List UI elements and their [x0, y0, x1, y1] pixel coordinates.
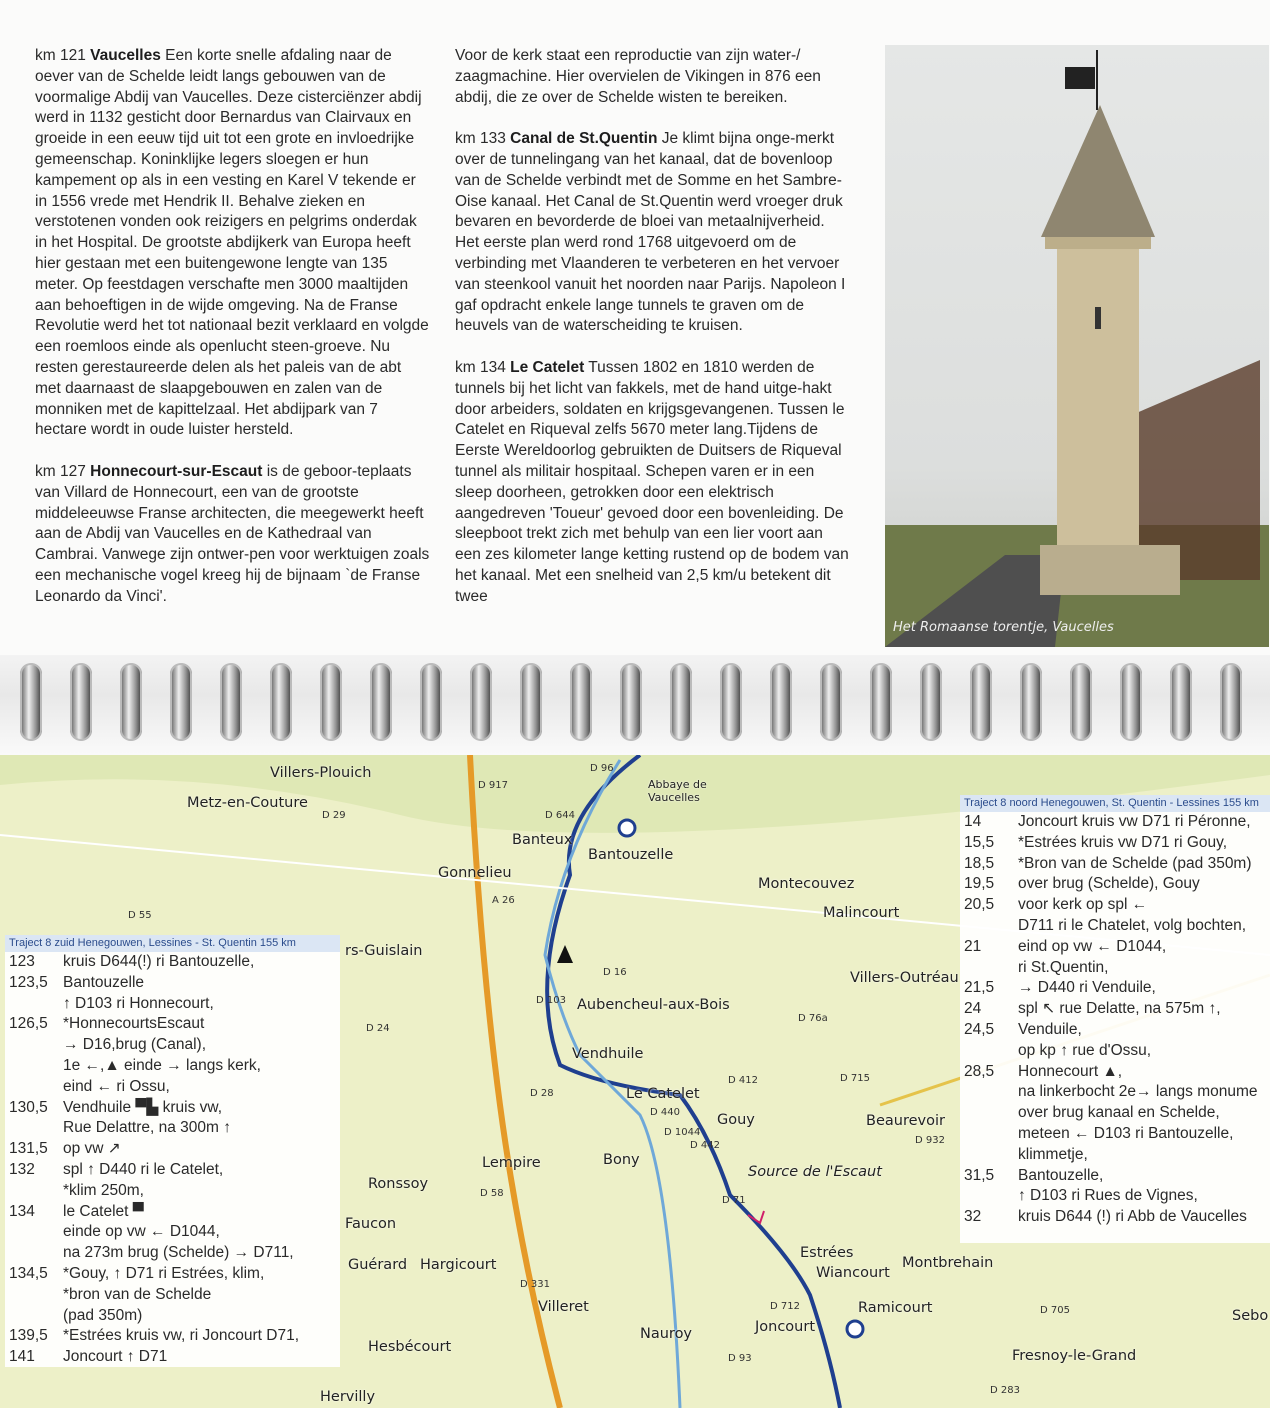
step-km: 132	[9, 1160, 35, 1178]
route-step	[960, 1103, 1270, 1124]
route-step	[960, 1186, 1270, 1207]
step-km: 19,5	[964, 875, 995, 893]
place-label: Banteux	[512, 832, 573, 848]
road-label: D 331	[520, 1279, 550, 1290]
step-km: 134	[9, 1202, 35, 1220]
route-step	[5, 1098, 340, 1119]
place-label: rs-Guislain	[345, 943, 423, 959]
route-step	[960, 999, 1270, 1020]
route-end-marker	[847, 1321, 863, 1337]
step-km	[960, 1145, 1018, 1166]
route-start-marker	[619, 820, 635, 836]
road-label: D 103	[536, 995, 566, 1006]
step-instruction: Rue Delattre, na 300m ↑	[63, 1119, 232, 1137]
route-step	[5, 1202, 340, 1223]
step-instruction: Honnecourt ▲,	[1018, 1062, 1123, 1080]
route-step	[5, 1347, 340, 1368]
step-instruction: eind ← ri Ossu,	[63, 1077, 170, 1095]
route-box-south	[5, 935, 340, 1367]
place-label: Beaurevoir	[866, 1113, 945, 1129]
route-step	[5, 952, 340, 973]
step-km: 123	[9, 953, 35, 970]
tower-illustration	[885, 45, 1269, 647]
road-label: D 96	[590, 763, 614, 774]
route-step	[960, 833, 1270, 854]
place-label: Hervilly	[320, 1389, 376, 1405]
step-km: 14	[964, 813, 982, 830]
place-label: Montbrehain	[902, 1255, 994, 1271]
route-step	[5, 1160, 340, 1181]
place-label: Gonnelieu	[438, 865, 512, 881]
step-instruction: op vw ↗	[63, 1140, 121, 1158]
route-step	[5, 1118, 340, 1139]
route-step	[5, 1056, 340, 1077]
step-instruction: Bantouzelle,	[1018, 1166, 1104, 1184]
step-instruction: *klim 250m,	[63, 1181, 144, 1199]
step-km	[960, 1103, 1018, 1124]
road-label: D 58	[480, 1188, 504, 1199]
road-label: D 715	[840, 1073, 870, 1084]
place-label: Vendhuile	[572, 1046, 644, 1062]
binding-ring	[920, 663, 942, 741]
road-label: D 917	[478, 780, 508, 791]
photo-caption: Het Romaanse torentje, Vaucelles	[893, 620, 1114, 635]
binding-ring	[470, 663, 492, 741]
road-label: D 442	[690, 1140, 720, 1151]
step-instruction: ri St.Quentin,	[1018, 958, 1109, 976]
step-km: 131,5	[9, 1140, 48, 1158]
place-label: Wiancourt	[816, 1265, 890, 1281]
binding-ring	[820, 663, 842, 741]
book-page	[0, 0, 1270, 660]
route-step	[5, 1326, 340, 1347]
step-instruction: over brug kanaal en Schelde,	[1018, 1104, 1220, 1122]
place-label: Gouy	[717, 1112, 755, 1128]
step-instruction: spl ↑ D440 ri le Catelet,	[63, 1160, 224, 1178]
place-label: Fresnoy-le-Grand	[1012, 1348, 1137, 1364]
step-km	[960, 958, 1018, 979]
step-instruction: Venduile,	[1018, 1020, 1082, 1038]
step-km: 139,5	[9, 1327, 48, 1345]
place-label: Nauroy	[640, 1326, 693, 1342]
step-km	[960, 1041, 1018, 1062]
binding-ring	[120, 663, 142, 741]
route-step	[5, 1035, 340, 1056]
step-instruction: kruis D644(!) ri Bantouzelle,	[63, 953, 255, 970]
road-label: D 76a	[798, 1013, 828, 1024]
binding-ring	[1120, 663, 1142, 741]
step-km	[5, 1077, 63, 1098]
step-km: 28,5	[964, 1062, 995, 1080]
binding-ring	[220, 663, 242, 741]
place-label: Le Catelet	[626, 1086, 700, 1102]
step-instruction: Joncourt ↑ D71	[63, 1348, 168, 1366]
place-label: Guérard	[348, 1257, 408, 1273]
step-instruction: → D16,brug (Canal),	[63, 1036, 207, 1054]
place-label: Lempire	[482, 1155, 541, 1171]
route-step	[5, 1014, 340, 1035]
step-km: 21	[964, 937, 982, 955]
step-instruction: voor kerk op spl ←	[1018, 896, 1148, 914]
binding-ring	[720, 663, 742, 741]
route-step	[5, 973, 340, 994]
step-instruction: na 273m brug (Schelde) → D711,	[63, 1244, 294, 1262]
step-km	[5, 1056, 63, 1077]
route-step	[960, 1082, 1270, 1103]
route-step	[5, 1181, 340, 1202]
step-km	[960, 1186, 1018, 1207]
step-km	[5, 994, 63, 1015]
step-km: 20,5	[964, 896, 995, 914]
step-instruction: Joncourt kruis vw D71 ri Péronne,	[1018, 813, 1251, 830]
binding-ring	[20, 663, 42, 741]
step-instruction: *HonnecourtsEscaut	[63, 1015, 205, 1033]
step-instruction: 1e ←,▲ einde → langs kerk,	[63, 1056, 261, 1074]
step-instruction: spl ↖ rue Delatte, na 575m ↑,	[1018, 1000, 1221, 1018]
binding-ring	[620, 663, 642, 741]
route-step	[5, 1077, 340, 1098]
step-instruction: Vendhuile ▀▙ kruis vw,	[63, 1098, 223, 1116]
step-km: 123,5	[9, 973, 48, 991]
binding-ring	[1220, 663, 1242, 741]
place-label: Estrées	[800, 1245, 854, 1261]
step-km	[960, 916, 1018, 937]
text-column-2	[455, 46, 850, 628]
binding-ring	[370, 663, 392, 741]
road-label: D 71	[722, 1195, 746, 1206]
step-km: 18,5	[964, 854, 995, 872]
binding-ring	[420, 663, 442, 741]
place-label: Montecouvez	[758, 876, 855, 892]
place-label: Villers-Plouich	[270, 765, 372, 781]
route-step	[960, 978, 1270, 999]
step-instruction: klimmetje,	[1018, 1145, 1088, 1163]
place-label: Bantouzelle	[588, 847, 674, 863]
road-label: D 29	[322, 810, 346, 821]
road-label: D 412	[728, 1075, 758, 1086]
route-step	[960, 1020, 1270, 1041]
route-step	[960, 937, 1270, 958]
place-label: Villeret	[538, 1299, 589, 1315]
binding-ring	[170, 663, 192, 741]
section-honnecourt: km 127 Honnecourt-sur-Escaut is de geboor-teplaats van Villard de Honnecourt, een van de grootste middeleeuwse Franse architecten, die meegewerkt heeft aan de Abdij van Vaucelles en de Kathedraal van Cambrai. Vanwege zijn ontwer-pen voor werktuigen zoals een mechanische vogel kreeg hij de bijnaam `de Franse Leonardo da Vinci'.	[35, 462, 430, 605]
route-step	[960, 812, 1270, 833]
step-instruction: (pad 350m)	[63, 1306, 143, 1324]
step-km	[5, 1118, 63, 1139]
place-label: Villers-Outréau	[850, 970, 959, 986]
place-label: Abbaye de Vaucelles	[648, 778, 707, 804]
step-instruction: D711 ri le Chatelet, volg bochten,	[1018, 916, 1247, 934]
road-label: D 283	[990, 1385, 1020, 1396]
section-canal: km 133 Canal de St.Quentin Je klimt bijna onge-merkt over de tunnelingang van het kanaal, dat de bovenloop van de Schelde verbindt met de Somme en het Sambre-Oise kanaal. Het Canal de St.Quentin werd vroeger druk bevaren en bevorderde de bloei van metaalnijverheid. Het eerste plan werd rond 1768 uitgevoerd om de verbinding met Vlaanderen te verbeteren en het vervoer van steenkool vanuit het noorden naar Parijs. Napoleon I gaf opdracht enkele lange tunnels te graven om de heuvels van de waterscheiding te kruisen.	[455, 130, 846, 335]
step-instruction: → D440 ri Venduile,	[1018, 979, 1156, 997]
binding-ring	[1170, 663, 1192, 741]
route-step	[960, 1124, 1270, 1145]
step-km: 31,5	[964, 1166, 995, 1184]
step-km: 134,5	[9, 1264, 48, 1282]
place-label: Joncourt	[755, 1319, 816, 1335]
road-label: D 93	[728, 1353, 752, 1364]
photo-tower	[885, 45, 1269, 647]
road-label: D 28	[530, 1088, 554, 1099]
route-box-header: Traject 8 zuid Henegouwen, Lessines - St. Quentin 155 km	[5, 935, 340, 952]
binding-ring	[570, 663, 592, 741]
step-km	[5, 1181, 63, 1202]
route-step	[5, 1306, 340, 1327]
place-label: Sebo	[1232, 1308, 1269, 1324]
step-km: 32	[964, 1208, 982, 1226]
step-instruction: *Bron van de Schelde (pad 350m)	[1018, 854, 1252, 872]
step-instruction: *Gouy, ↑ D71 ri Estrées, klim,	[63, 1264, 265, 1282]
road-label: D 712	[770, 1301, 800, 1312]
route-step	[5, 1264, 340, 1285]
step-instruction: *Estrées kruis vw, ri Joncourt D71,	[63, 1327, 300, 1345]
route-step	[960, 1166, 1270, 1187]
step-km	[960, 1082, 1018, 1103]
road-label: D 24	[366, 1023, 390, 1034]
step-km	[5, 1243, 63, 1264]
route-step	[960, 854, 1270, 875]
step-km: 21,5	[964, 979, 995, 997]
place-label: Hargicourt	[420, 1257, 497, 1273]
step-instruction: ↑ D103 ri Rues de Vignes,	[1018, 1187, 1198, 1205]
route-step	[5, 1285, 340, 1306]
binding-ring	[1020, 663, 1042, 741]
step-instruction: over brug (Schelde), Gouy	[1018, 875, 1200, 893]
step-instruction: ↑ D103 ri Honnecourt,	[63, 994, 214, 1012]
road-label: D 1044	[664, 1127, 701, 1138]
binding-ring	[970, 663, 992, 741]
step-instruction: kruis D644 (!) ri Abb de Vaucelles	[1018, 1208, 1247, 1226]
binding-ring	[70, 663, 92, 741]
road-label: A 26	[492, 895, 515, 906]
route-step	[5, 1139, 340, 1160]
route-step	[960, 1207, 1270, 1228]
step-instruction: le Catelet ▀	[63, 1202, 144, 1220]
route-step	[960, 895, 1270, 916]
binding-ring	[770, 663, 792, 741]
step-instruction: eind op vw ← D1044,	[1018, 937, 1167, 955]
step-km: 141	[9, 1348, 35, 1366]
route-box-north	[960, 795, 1270, 1243]
binding-ring	[1070, 663, 1092, 741]
step-instruction: meteen ← D103 ri Bantouzelle,	[1018, 1124, 1234, 1142]
spiral-binding	[0, 655, 1270, 755]
step-instruction: *bron van de Schelde	[63, 1285, 212, 1303]
step-km	[5, 1035, 63, 1056]
step-km	[960, 1124, 1018, 1145]
place-label: Metz-en-Couture	[187, 795, 308, 811]
section-continued: Voor de kerk staat een reproductie van zijn water-/ zaagmachine. Hier overvielen de Vikingen in 876 een abdij, die ze over de Schelde wisten te bereiken.	[455, 47, 821, 106]
step-instruction: na linkerbocht 2e→ langs monume	[1018, 1083, 1258, 1101]
route-map	[0, 755, 1270, 1408]
step-km: 24	[964, 1000, 982, 1018]
section-vaucelles: km 121 Vaucelles Een korte snelle afdaling naar de oever van de Schelde leidt langs gebouwen van de voormalige Abdij van Vaucelles. Deze cisterciënzer abdij werd in 1132 gesticht door Bernardus van Clairvaux en groeide in een eeuw tijd uit tot een grote en invloedrijke gemeenschap. Koninklijke legers sloegen er hun kampement op als in een vesting en Karel V tekende er in 1556 vrede met Hendrik II. Behalve zieken en verstotenen vonden ook reizigers en pelgrims onderdak in het Hospital. De grootste abdijkerk van Europa heeft hier gestaan met een buitengewone lengte van 135 meter. Op feestdagen verschafte men 3000 maaltijden aan behoeftigen in de wijde omgeving. Na de Franse Revolutie werd het tot nationaal bezit verklaard en volgde een roemloos einde als openlucht steen-groeve. Nu resten gerestaureerde delen als het paleis van de abt met daarnaast de slaapgebouwen en zalen van de monniken met de kapittelzaal. Het abdijpark van 7 hectare wordt in oude luister hersteld.	[35, 47, 429, 439]
step-km	[5, 1306, 63, 1327]
road-label: D 705	[1040, 1305, 1070, 1316]
text-column-1	[35, 46, 430, 628]
route-box-header: Traject 8 noord Henegouwen, St. Quentin - Lessines 155 km	[960, 795, 1270, 812]
route-step	[960, 1062, 1270, 1083]
step-instruction: einde op vw ← D1044,	[63, 1223, 220, 1241]
place-label: Bony	[603, 1152, 640, 1168]
step-instruction: op kp ↑ rue d'Ossu,	[1018, 1041, 1152, 1059]
road-label: D 932	[915, 1135, 945, 1146]
binding-ring	[870, 663, 892, 741]
place-label: Aubencheul-aux-Bois	[577, 997, 730, 1013]
binding-ring	[320, 663, 342, 741]
step-km: 24,5	[964, 1020, 995, 1038]
step-km	[5, 1222, 63, 1243]
step-instruction: Bantouzelle	[63, 973, 145, 991]
binding-ring	[520, 663, 542, 741]
step-km: 126,5	[9, 1015, 48, 1033]
road-label: D 16	[603, 967, 627, 978]
binding-ring	[670, 663, 692, 741]
section-le-catelet: km 134 Le Catelet Tussen 1802 en 1810 werden de tunnels bij het licht van fakkels, met de hand uitge-hakt door arbeiders, soldaten en krijgsgevangenen. Tussen le Catelet en Riqueval zelfs 5670 meter lang.Tijdens de Eerste Wereldoorlog gebruikten de Duitsers de Riqueval tunnel als militair hospitaal. Schepen varen er in een sleep doorheen, getrokken door een elektrisch aangedreven 'Toueur' gevoed door een bovenleiding. De sleepboot trekt zich met behulp van een lier voort aan een zes kilometer lange ketting rustend op de bodem van het kanaal. Met een snelheid van 2,5 km/u betekent dit twee	[455, 358, 849, 605]
road-label: D 644	[545, 810, 575, 821]
route-step	[960, 1041, 1270, 1062]
place-label: Source de l'Escaut	[748, 1164, 882, 1180]
step-km	[5, 1285, 63, 1306]
route-step	[5, 1222, 340, 1243]
step-km: 130,5	[9, 1098, 48, 1116]
binding-ring	[270, 663, 292, 741]
step-instruction: *Estrées kruis vw D71 ri Gouy,	[1018, 833, 1228, 851]
place-label: Hesbécourt	[368, 1339, 452, 1355]
route-step	[5, 994, 340, 1015]
road-label: D 440	[650, 1107, 680, 1118]
place-label: Faucon	[345, 1216, 397, 1232]
place-label: Ramicourt	[858, 1300, 933, 1316]
step-km: 15,5	[964, 833, 995, 851]
route-step	[960, 1145, 1270, 1166]
place-label: Malincourt	[823, 905, 900, 921]
place-label: Ronssoy	[368, 1176, 429, 1192]
route-step	[960, 958, 1270, 979]
route-step	[960, 874, 1270, 895]
road-label: D 55	[128, 910, 152, 921]
route-step	[5, 1243, 340, 1264]
route-step	[960, 916, 1270, 937]
